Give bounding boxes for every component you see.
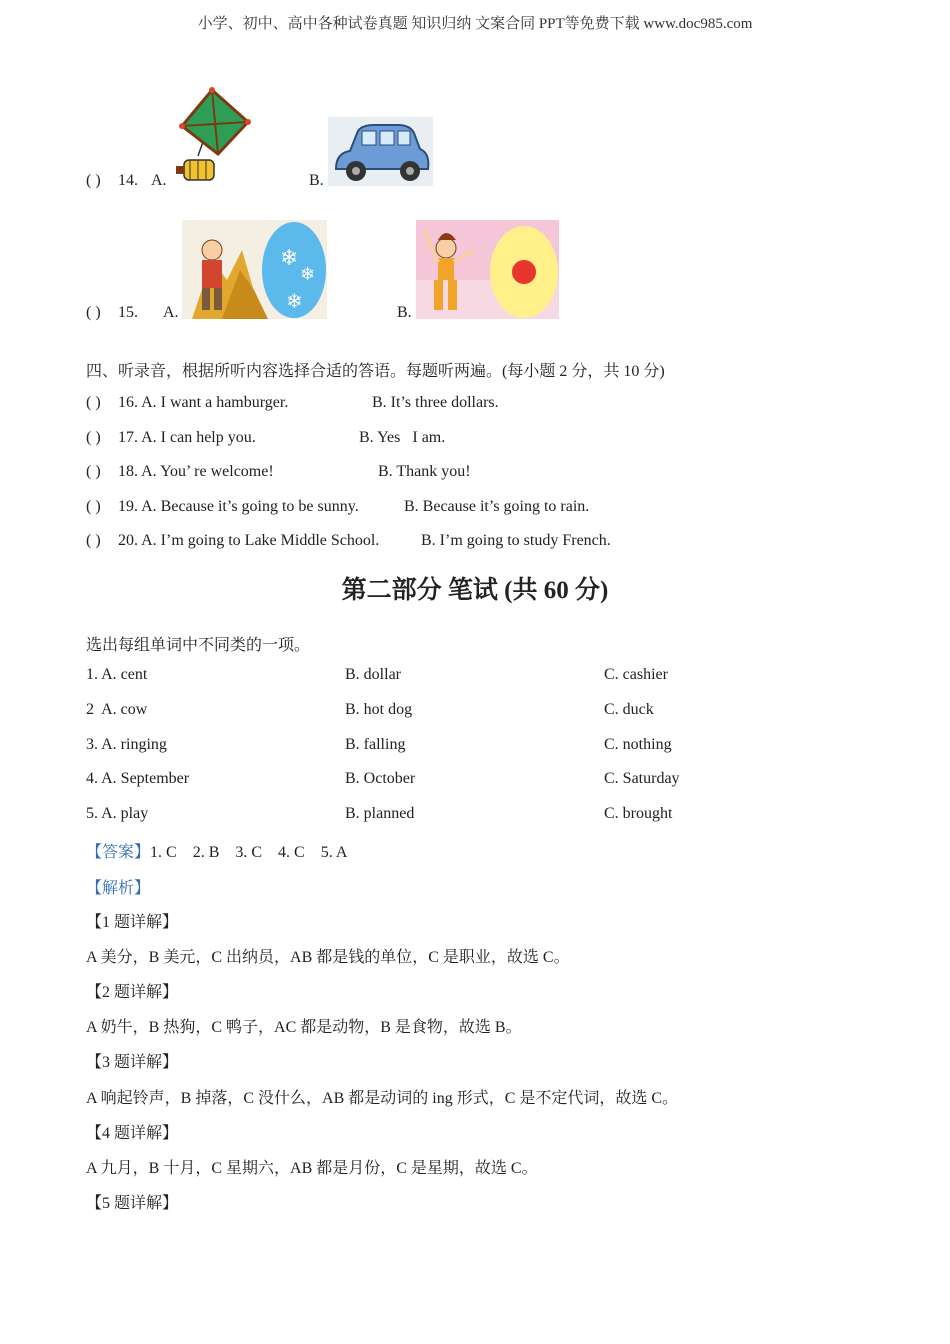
- detail-text: A 奶牛，B 热狗，C 鸭子，AC 都是动物，B 是食物，故选 B。: [86, 1019, 522, 1036]
- answer-paren: ( ): [86, 498, 101, 515]
- option-a-label: A.: [151, 172, 167, 189]
- option-a: 1. A. cent: [86, 666, 148, 683]
- part-2-title: 第二部分 笔试 (共 60 分): [341, 577, 609, 604]
- option-c: C. brought: [604, 805, 673, 822]
- answer-paren: ( ): [86, 304, 101, 321]
- option-a: 2 A. cow: [86, 701, 148, 718]
- option-b: B. October: [345, 770, 416, 787]
- question-number: 14.: [118, 172, 138, 189]
- option-a: 19. A. Because it’s going to be sunny.: [118, 498, 359, 515]
- option-a-label: A.: [163, 304, 179, 321]
- detail-title: 【3 题详解】: [86, 1054, 179, 1071]
- summer-girl-sun-icon: [416, 220, 559, 319]
- answer-label: 【答案】: [86, 844, 151, 861]
- svg-text:❄: ❄: [286, 289, 303, 313]
- option-c: C. duck: [604, 701, 654, 718]
- question-number: 15.: [118, 304, 138, 321]
- option-b-label: B.: [309, 172, 324, 189]
- answer-paren: ( ): [86, 463, 101, 480]
- answer-paren: ( ): [86, 429, 101, 446]
- option-b: B. planned: [345, 805, 415, 822]
- svg-text:❄: ❄: [300, 264, 316, 285]
- analysis-label: 【解析】: [86, 880, 151, 897]
- option-b: B. dollar: [345, 666, 401, 683]
- answer-paren: ( ): [86, 394, 101, 411]
- detail-title: 【1 题详解】: [86, 914, 179, 931]
- answer-paren: ( ): [86, 532, 101, 549]
- option-a: 18. A. You’ re welcome!: [118, 463, 274, 480]
- option-c: C. cashier: [604, 666, 668, 683]
- option-a: 16. A. I want a hamburger.: [118, 394, 289, 411]
- kite-icon: [170, 86, 262, 186]
- page-header: 小学、初中、高中各种试卷真题 知识归纳 文案合同 PPT等免费下载 www.doc985.com: [197, 16, 753, 32]
- car-icon: [328, 117, 433, 186]
- option-a: 3. A. ringing: [86, 736, 167, 753]
- detail-text: A 九月，B 十月，C 星期六，AB 都是月份，C 是星期，故选 C。: [86, 1160, 538, 1177]
- option-b: B. Thank you!: [378, 463, 471, 480]
- winter-boy-snow-icon: [182, 220, 327, 319]
- option-b-label: B.: [397, 304, 412, 321]
- detail-title: 【5 题详解】: [86, 1195, 179, 1212]
- option-b: B. falling: [345, 736, 406, 753]
- option-c: C. Saturday: [604, 770, 680, 787]
- part-2-instruction: 选出每组单词中不同类的一项。: [86, 637, 311, 654]
- option-b: B. Because it’s going to rain.: [404, 498, 590, 515]
- option-b: B. hot dog: [345, 701, 413, 718]
- option-a: 20. A. I’m going to Lake Middle School.: [118, 532, 380, 549]
- option-a: 5. A. play: [86, 805, 149, 822]
- detail-text: A 响起铃声，B 掉落，C 没什么，AB 都是动词的 ing 形式，C 是不定代词，故选 C。: [86, 1090, 679, 1107]
- answer-line: [86, 839, 347, 862]
- option-b: B. It’s three dollars.: [372, 394, 499, 411]
- option-a: 17. A. I can help you.: [118, 429, 256, 446]
- question-14-line: [86, 172, 138, 190]
- option-b: B. Yes I am.: [359, 429, 446, 446]
- answer-paren: ( ): [86, 172, 101, 189]
- detail-text: A 美分，B 美元，C 出纳员，AB 都是钱的单位，C 是职业，故选 C。: [86, 949, 570, 966]
- svg-text:❄: ❄: [280, 246, 299, 271]
- option-b: B. I’m going to study French.: [421, 532, 611, 549]
- answer-text: 1. C 2. B 3. C 4. C 5. A: [150, 844, 348, 861]
- detail-title: 【4 题详解】: [86, 1125, 179, 1142]
- section-4-heading: 四、听录音，根据所听内容选择合适的答语。每题听两遍。(每小题 2 分，共 10 分): [86, 363, 665, 380]
- question-15-line: [86, 304, 138, 322]
- option-a: 4. A. September: [86, 770, 190, 787]
- detail-title: 【2 题详解】: [86, 984, 179, 1001]
- option-c: C. nothing: [604, 736, 672, 753]
